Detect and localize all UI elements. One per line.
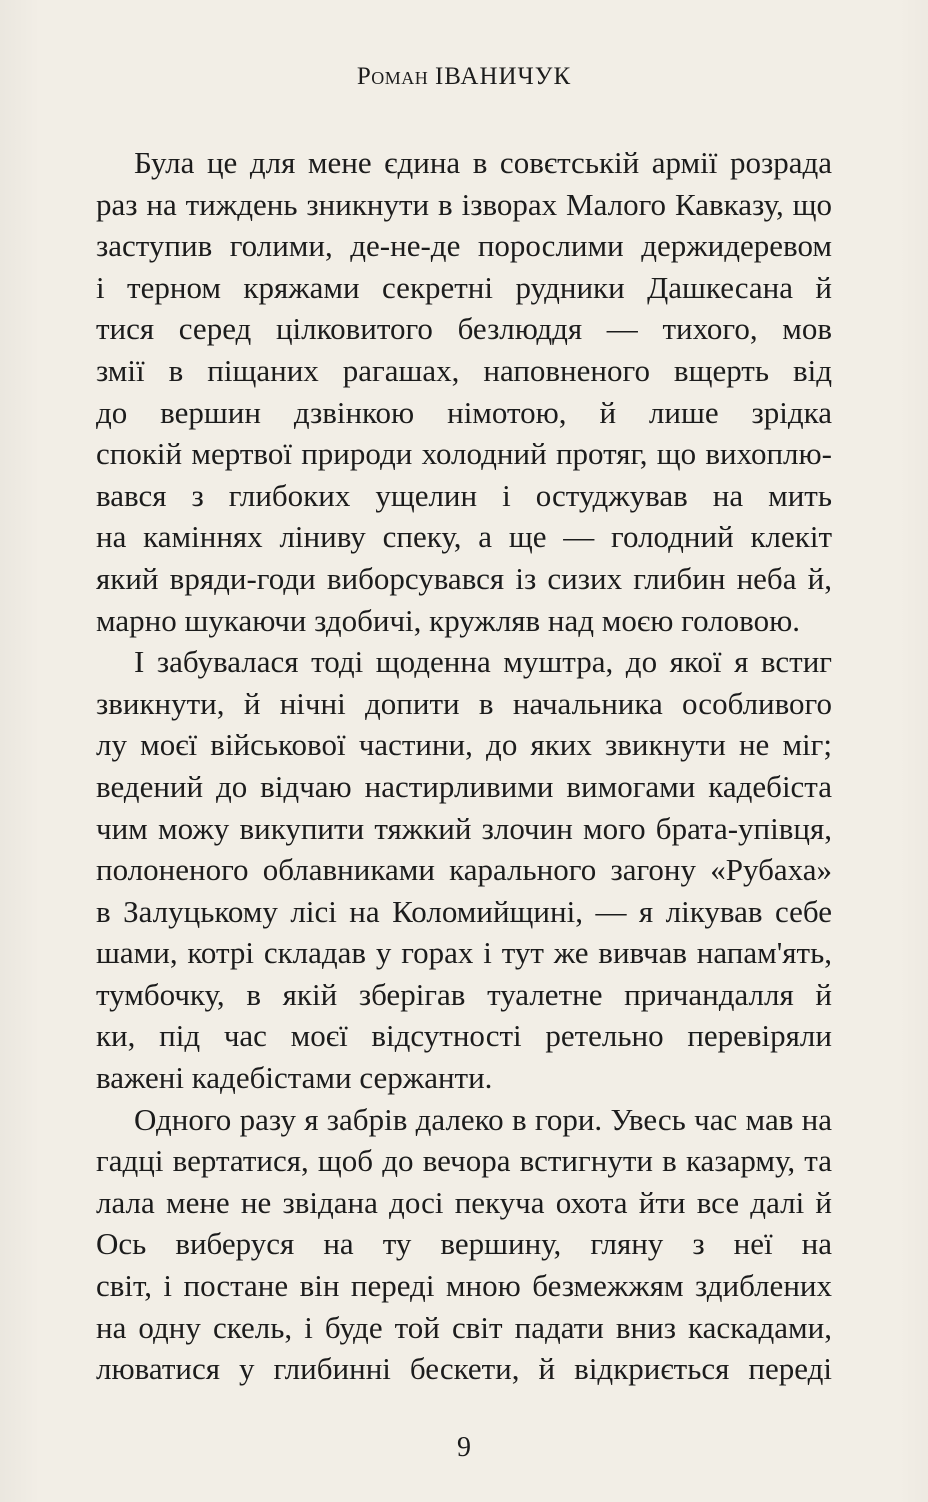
text-line: шами, котрі складав у горах і тут же вивчав напам'ять,: [96, 935, 832, 971]
text-line: Ось виберуся на ту вершину, гляну з неї на: [96, 1226, 832, 1262]
page-number: 9: [457, 1432, 471, 1463]
text-line: марно шукаючи здобичі, кружляв над моєю головою.: [96, 602, 800, 638]
text-line: вався з глибоких ущелин і остуджував на мить: [96, 477, 832, 513]
text-line: світ, і постане він переді мною безмежжям здиблених: [96, 1268, 832, 1304]
author-first-name: Роман: [356, 63, 429, 90]
body-text: [96, 142, 832, 1390]
text-line: до вершин дзвінкою німотою, й лише зрідка: [96, 394, 832, 430]
text-line: І забувалася тоді щоденна муштра, до якої я встиг: [134, 644, 832, 680]
text-line: лу моєї військової частини, до яких звикнути не міг;: [96, 727, 832, 763]
text-line: заступив голими, де-не-де порослими держидеревом: [96, 228, 832, 264]
paragraph-1: [96, 142, 832, 641]
text-line: ведений до відчаю настирливими вимогами кадебіста: [96, 768, 832, 804]
text-line: важені кадебістами сержанти.: [96, 1060, 493, 1096]
text-line: звикнути, й нічні допити в начальника особливого: [96, 685, 832, 721]
text-line: раз на тиждень зникнути в ізворах Малого Кавказу, що: [96, 186, 832, 222]
text-line: ки, під час моєї відсутності ретельно перевіряли: [96, 1018, 832, 1054]
text-line: в Залуцькому лісі на Коломийщині, — я лікував себе: [96, 893, 832, 929]
text-line: лала мене не звідана досі пекуча охота йти все далі й: [96, 1184, 832, 1220]
text-line: Одного разу я забрів далеко в гори. Увесь час мав на: [134, 1101, 832, 1137]
text-line: і терном кряжами секретні рудники Дашкесана й: [96, 269, 832, 305]
running-head: [0, 64, 928, 89]
text-line: спокій мертвої природи холодний протяг, що вихоплю-: [96, 436, 832, 472]
paragraph-3: [96, 1099, 832, 1390]
text-line: люватися у глибинні бескети, й відкриється переді: [96, 1351, 832, 1387]
text-line: тися серед цілковитого безлюддя — тихого, мов: [96, 311, 832, 347]
text-line: змії в піщаних рагашах, наповненого вщерть від: [96, 352, 832, 388]
text-line: на одну скель, і буде той світ падати вниз каскадами,: [96, 1309, 832, 1345]
text-line: Була це для мене єдина в совєтській армії розрада: [134, 145, 832, 180]
paragraph-2: [96, 641, 832, 1099]
text-line: гадці вертатися, щоб до вечора встигнути в казарму, та: [96, 1143, 832, 1179]
text-line: на каміннях ліниву спеку, а ще — голодний клекіт: [96, 519, 832, 555]
text-line: полоненого облавниками карального загону «Рубаха»: [96, 852, 832, 888]
text-line: чим можу викупити тяжкий злочин мого брата-упівця,: [96, 810, 832, 846]
author-last-name: ІВАНИЧУК: [434, 63, 572, 90]
text-line: тумбочку, в якій зберігав туалетне причандалля й: [96, 976, 832, 1012]
text-line: який вряди-годи виборсувався із сизих глибин неба й,: [96, 560, 832, 596]
